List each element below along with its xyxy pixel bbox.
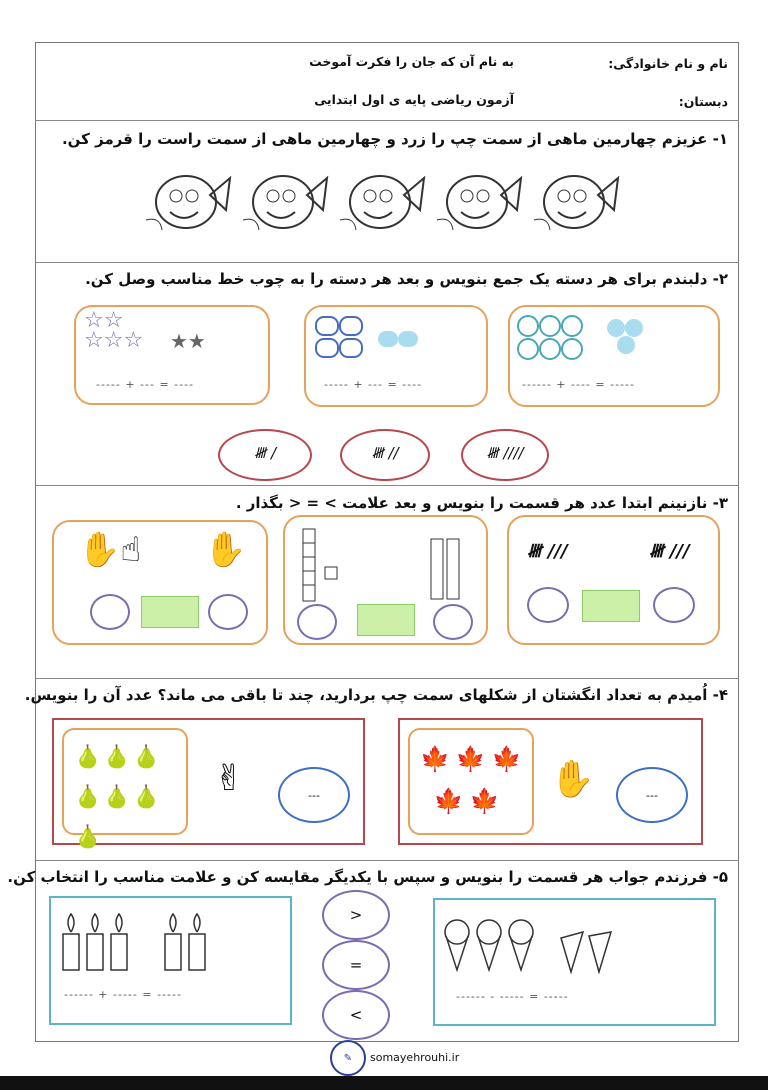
fish-icon (431, 160, 523, 248)
sign-box[interactable] (141, 596, 199, 628)
fish-icon (237, 160, 329, 248)
fish-row (140, 160, 620, 250)
answer-blank: --- (308, 788, 320, 802)
hand-icon: ✋ (204, 530, 247, 570)
answer-blank: --- (646, 788, 658, 802)
q2-title: ۲- دلبندم برای هر دسته یک جمع بنویس و بعد هر دسته را به چوب خط مناسب وصل کن. (85, 270, 728, 288)
q5-right-equation[interactable]: ------ - ----- = ----- (456, 990, 569, 1003)
divider (35, 120, 739, 121)
equal-option[interactable] (322, 940, 390, 990)
q5-title: ۵- فرزندم جواب هر قسمت را بنویس و سپس با یکدیگر مقایسه کن و علامت مناسب را انتخاب کن. (7, 868, 728, 886)
q2-equation[interactable]: ----- + --- = ---- (324, 378, 423, 391)
sign-label: > (349, 906, 363, 924)
smileys-group-box (508, 305, 720, 407)
fish-icon (334, 160, 426, 248)
tally-label: 𝍸 // (371, 443, 399, 462)
smiley-icons (516, 315, 656, 363)
clouds-group-box (304, 305, 488, 407)
divider (35, 678, 739, 679)
bismillah: به نام آن که جان را فکرت آموخت (309, 54, 514, 69)
tally-label: 𝍸 / (253, 443, 277, 462)
open-hand-icon: ✋ (550, 759, 595, 800)
victory-hand-icon: ✌ (214, 758, 245, 799)
tally-oval-6[interactable] (218, 429, 312, 481)
ice-cream-icons (443, 918, 623, 974)
fish-icon (140, 160, 232, 248)
answer-oval[interactable] (278, 767, 350, 823)
pears-group (62, 728, 188, 850)
q3-title: ۳- نازنینم ابتدا عدد هر قسمت را بنویس و بعد علامت > = < بگذار . (235, 494, 728, 512)
leaf-icons: 🍁🍁🍁 🍁🍁 (420, 745, 528, 815)
tally-label: 𝍸 //// (486, 443, 524, 462)
gray-star-icons: ★★ (170, 329, 206, 353)
divider (35, 860, 739, 861)
sign-box[interactable] (582, 590, 640, 622)
q2-equation[interactable]: ----- + --- = ---- (96, 378, 195, 391)
answer-circle[interactable] (653, 587, 695, 623)
bottom-bar (0, 1076, 768, 1090)
tally-oval-7[interactable] (340, 429, 430, 481)
site-logo: ✎ (330, 1040, 366, 1076)
greater-than-option[interactable] (322, 890, 390, 940)
hand-icons: ✋☝ (78, 530, 142, 570)
answer-circle[interactable] (297, 604, 337, 640)
exam-title: آزمون ریاضی پایه ی اول ابتدایی (314, 92, 514, 107)
answer-circle[interactable] (90, 594, 130, 630)
answer-circle[interactable] (433, 604, 473, 640)
candles-box (49, 896, 292, 1025)
q4-title: ۴- اُمیدم به تعداد انگشتان از شکلهای سمت چپ بردارید، چند تا باقی می ماند؟ عدد آن را بنویس. (24, 686, 728, 704)
less-than-option[interactable] (322, 990, 390, 1040)
q5-left-equation[interactable]: ------ + ----- = ----- (64, 988, 182, 1001)
cloud-icons (314, 315, 424, 363)
site-url[interactable]: somayehrouhi.ir (370, 1051, 460, 1064)
pear-icons: 🍐🍐🍐 🍐🍐🍐🍐 (74, 745, 163, 850)
answer-circle[interactable] (527, 587, 569, 623)
q1-title: ۱- عزیزم چهارمین ماهی از سمت چپ را زرد و چهارمین ماهی از سمت راست را قرمز کن. (61, 130, 728, 148)
base-ten-blocks-icon (295, 527, 480, 607)
tally-icon: 𝍸 /// (527, 541, 568, 562)
school-label: دبستان: (678, 94, 728, 109)
sign-label: = (349, 956, 363, 974)
ice-cream-box (433, 898, 716, 1026)
answer-oval[interactable] (616, 767, 688, 823)
tally-icon: 𝍸 /// (649, 541, 690, 562)
fish-icon (528, 160, 620, 248)
tally-compare-box (507, 515, 720, 645)
candle-icons (61, 912, 221, 972)
star-icons: ☆☆ ☆☆☆ (84, 308, 144, 353)
tally-oval-9[interactable] (461, 429, 549, 481)
divider (35, 485, 739, 486)
sign-box[interactable] (357, 604, 415, 636)
divider (35, 262, 739, 263)
answer-circle[interactable] (208, 594, 248, 630)
q2-equation[interactable]: ------ + ---- = ----- (522, 378, 635, 391)
sign-label: < (349, 1006, 363, 1024)
name-label: نام و نام خانوادگی: (608, 56, 728, 71)
leaves-group (408, 728, 534, 835)
